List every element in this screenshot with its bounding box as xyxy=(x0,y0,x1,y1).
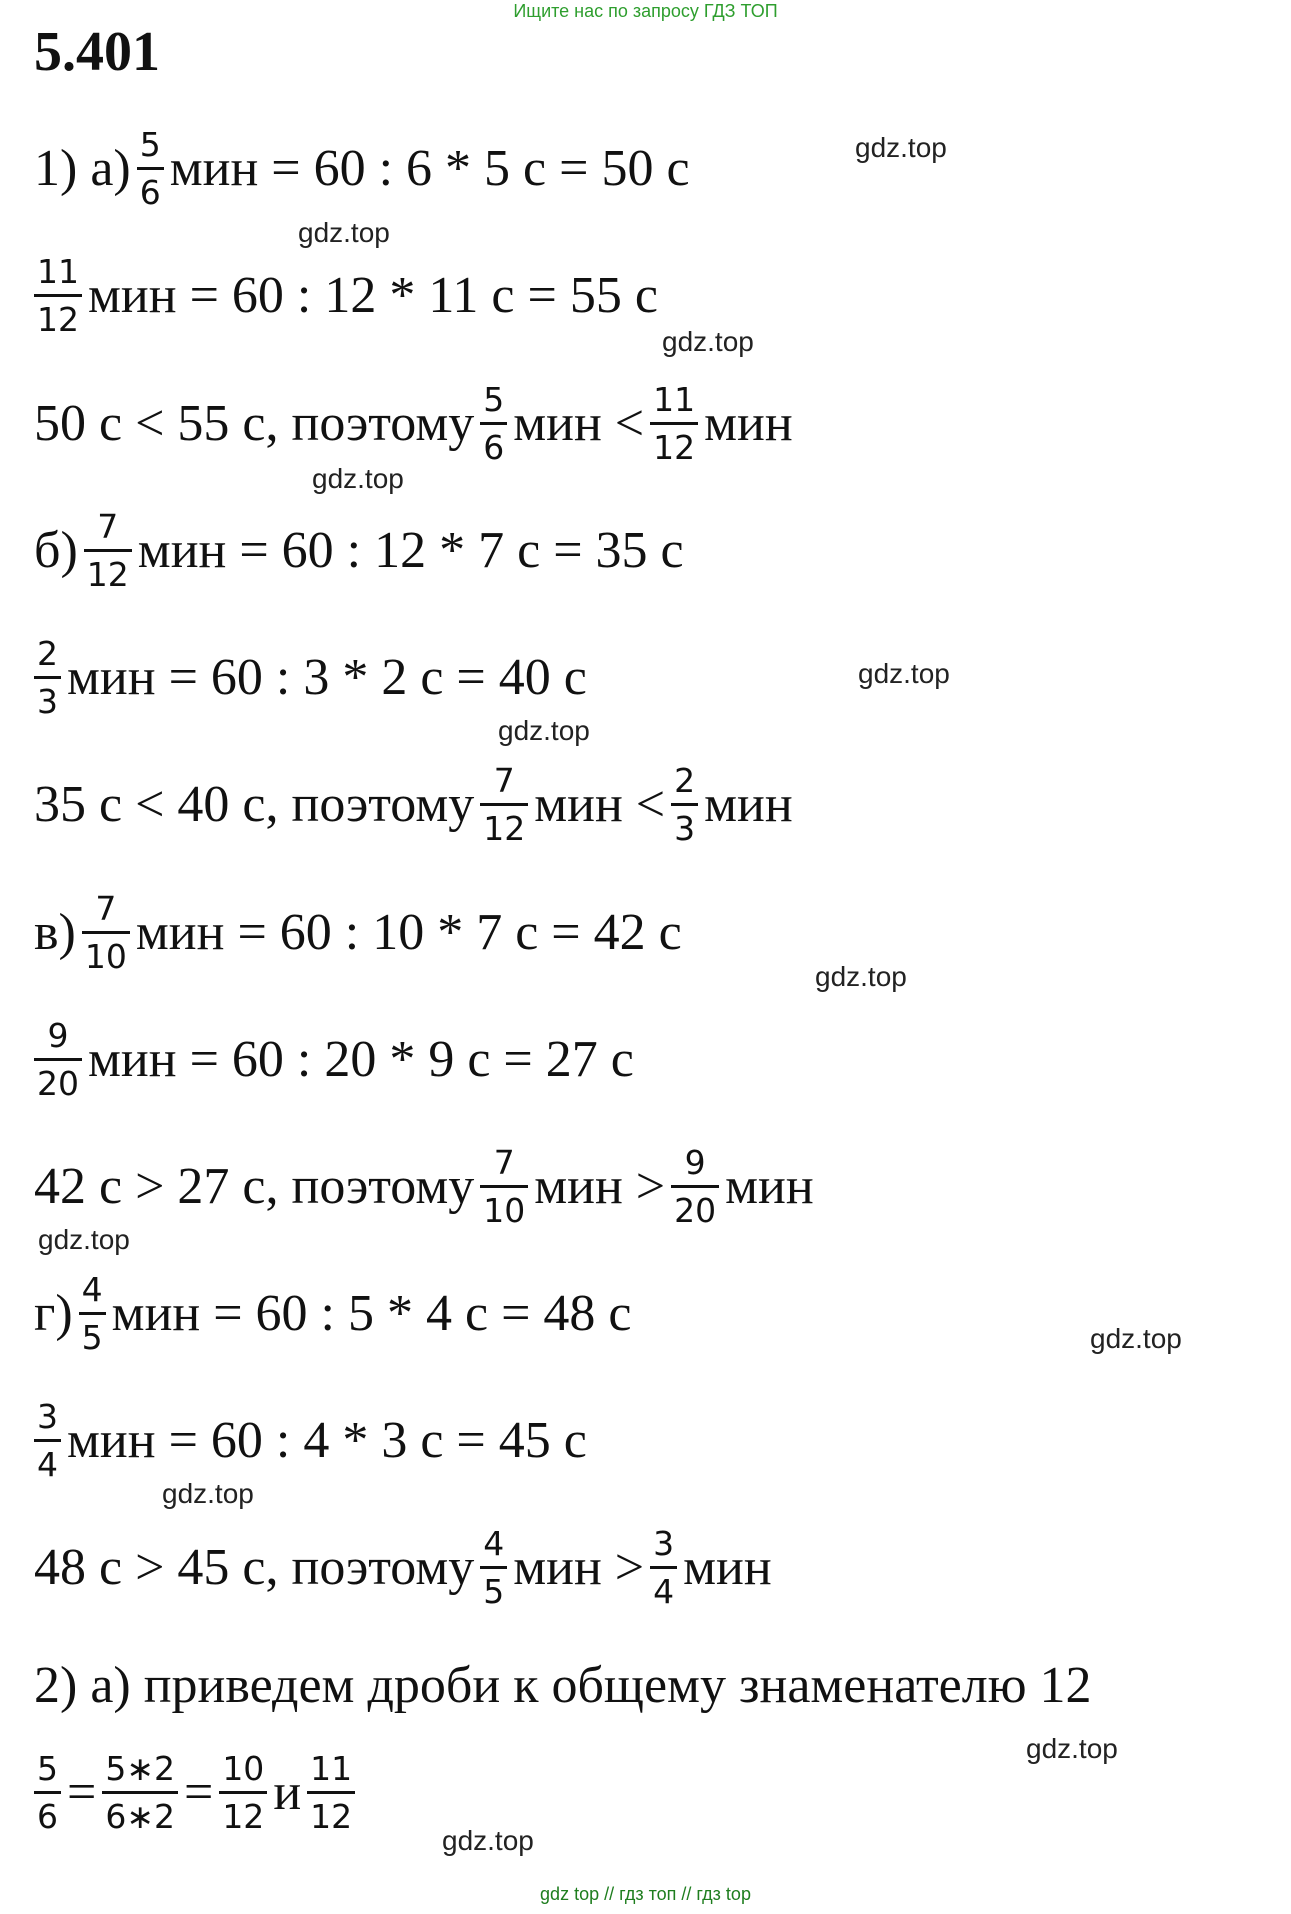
numerator: 3 xyxy=(37,1397,58,1436)
denominator: 6 xyxy=(34,1791,61,1833)
denominator: 20 xyxy=(671,1185,719,1227)
solution-line-1b xyxy=(34,507,684,594)
watermark: gdz.top xyxy=(38,1224,130,1255)
fraction xyxy=(671,761,698,848)
comparison-line-1a xyxy=(34,380,793,467)
unit-text: мин xyxy=(704,394,793,452)
watermark: gdz.top xyxy=(855,132,947,163)
numerator: 4 xyxy=(483,1524,505,1563)
solution-line-1v xyxy=(34,889,682,976)
fraction xyxy=(480,761,528,848)
watermark: gdz.top xyxy=(298,217,390,248)
comparison-text: 50 с < 55 с, поэтому xyxy=(34,394,475,452)
denominator: 12 xyxy=(480,803,528,845)
numerator: 5 xyxy=(37,1749,58,1788)
part-2-heading xyxy=(34,1657,1092,1714)
watermark: gdz.top xyxy=(815,961,907,992)
denominator: 12 xyxy=(34,294,82,336)
numerator: 7 xyxy=(97,507,119,546)
equation-text: мин = 60 : 10 * 7 с = 42 с xyxy=(135,903,682,961)
comparison-text: мин < xyxy=(534,775,666,833)
fraction xyxy=(137,125,164,212)
denominator: 10 xyxy=(480,1185,528,1227)
denominator: 5 xyxy=(79,1312,106,1354)
equals-sign: = xyxy=(67,1763,97,1821)
fraction xyxy=(34,252,82,339)
item-label: 1) а) xyxy=(34,139,131,197)
numerator: 5∗2 xyxy=(105,1749,175,1788)
watermark: gdz.top xyxy=(662,326,754,357)
fraction xyxy=(102,1749,178,1836)
numerator: 3 xyxy=(653,1524,675,1563)
item-label: б) xyxy=(34,521,78,579)
comparison-line-1v xyxy=(34,1143,814,1230)
fraction xyxy=(219,1749,267,1836)
numerator: 2 xyxy=(37,634,58,673)
fraction xyxy=(34,1749,61,1836)
numerator: 5 xyxy=(483,380,505,419)
equals-sign: = xyxy=(183,1763,214,1821)
fraction xyxy=(671,1143,719,1230)
numerator: 11 xyxy=(37,252,79,291)
numerator: 10 xyxy=(222,1749,265,1788)
fraction xyxy=(79,1270,106,1357)
denominator: 6 xyxy=(480,422,507,464)
fraction xyxy=(307,1749,355,1836)
solution-line-1a xyxy=(34,125,690,212)
comparison-line-1b xyxy=(34,761,793,848)
instruction-text: 2) а) приведем дроби к общему знаменателю 12 xyxy=(34,1657,1092,1714)
conjunction-text: и xyxy=(273,1763,302,1821)
comparison-text: мин < xyxy=(513,394,645,452)
denominator: 10 xyxy=(82,931,130,973)
fraction xyxy=(34,634,61,721)
comparison-text: мин > xyxy=(513,1538,645,1596)
numerator: 2 xyxy=(674,761,696,800)
comparison-text: мин > xyxy=(534,1157,666,1215)
fraction xyxy=(480,1524,507,1611)
watermark: gdz.top xyxy=(498,715,590,746)
comparison-text: 42 с > 27 с, поэтому xyxy=(34,1157,475,1215)
denominator: 12 xyxy=(307,1791,355,1833)
denominator: 6 xyxy=(137,167,164,209)
numerator: 5 xyxy=(139,125,161,164)
equation-text: мин = 60 : 12 * 11 с = 55 с xyxy=(88,266,658,324)
unit-text: мин xyxy=(683,1538,772,1596)
fraction-conversion-line xyxy=(34,1749,361,1836)
equation-text: мин = 60 : 12 * 7 с = 35 с xyxy=(137,521,684,579)
numerator: 9 xyxy=(684,1143,706,1182)
problem-number: 5.401 xyxy=(34,21,160,83)
top-banner: Ищите нас по запросу ГДЗ ТОП xyxy=(513,1,778,21)
equation-text: мин = 60 : 5 * 4 с = 48 с xyxy=(111,1284,632,1342)
numerator: 11 xyxy=(653,380,696,419)
watermark: gdz.top xyxy=(442,1825,534,1856)
denominator: 4 xyxy=(650,1566,677,1608)
item-label: г) xyxy=(34,1284,73,1342)
denominator: 3 xyxy=(34,676,61,718)
comparison-text: 35 с < 40 с, поэтому xyxy=(34,775,475,833)
denominator: 12 xyxy=(219,1791,267,1833)
watermark: gdz.top xyxy=(1090,1323,1182,1354)
fraction xyxy=(480,380,507,467)
denominator: 3 xyxy=(671,803,698,845)
fraction xyxy=(650,380,698,467)
fraction xyxy=(84,507,132,594)
denominator: 6∗2 xyxy=(102,1791,178,1833)
numerator: 9 xyxy=(47,1016,69,1055)
unit-text: мин xyxy=(704,775,793,833)
numerator: 7 xyxy=(95,889,117,928)
numerator: 4 xyxy=(81,1270,103,1309)
footer-text: gdz top // гдз топ // гдз top xyxy=(540,1884,751,1904)
fraction xyxy=(82,889,130,976)
watermark: gdz.top xyxy=(858,658,950,689)
denominator: 12 xyxy=(84,549,132,591)
fraction xyxy=(480,1143,528,1230)
comparison-text: 48 с > 45 с, поэтому xyxy=(34,1538,475,1596)
equation-text: мин = 60 : 4 * 3 с = 45 с xyxy=(67,1411,587,1469)
watermark: gdz.top xyxy=(312,463,404,494)
equation-text: мин = 60 : 20 * 9 с = 27 с xyxy=(88,1030,634,1088)
equation-text: мин = 60 : 3 * 2 с = 40 с xyxy=(67,648,587,706)
solution-line-1b-second xyxy=(34,634,587,721)
denominator: 4 xyxy=(34,1439,61,1481)
solution-line-1a-second xyxy=(34,252,658,339)
fraction xyxy=(34,1016,82,1103)
item-label: в) xyxy=(34,903,76,961)
fraction xyxy=(34,1397,61,1484)
fraction xyxy=(650,1524,677,1611)
comparison-line-1g xyxy=(34,1524,772,1611)
numerator: 11 xyxy=(310,1749,353,1788)
watermark: gdz.top xyxy=(1026,1733,1118,1764)
equation-text: мин = 60 : 6 * 5 с = 50 с xyxy=(169,139,690,197)
solution-line-1v-second xyxy=(34,1016,634,1103)
denominator: 5 xyxy=(480,1566,507,1608)
watermark: gdz.top xyxy=(162,1478,254,1509)
denominator: 20 xyxy=(34,1058,82,1100)
solution-line-1g-second xyxy=(34,1397,587,1484)
denominator: 12 xyxy=(650,422,698,464)
unit-text: мин xyxy=(725,1157,814,1215)
solution-line-1g xyxy=(34,1270,632,1357)
numerator: 7 xyxy=(493,1143,515,1182)
numerator: 7 xyxy=(493,761,515,800)
